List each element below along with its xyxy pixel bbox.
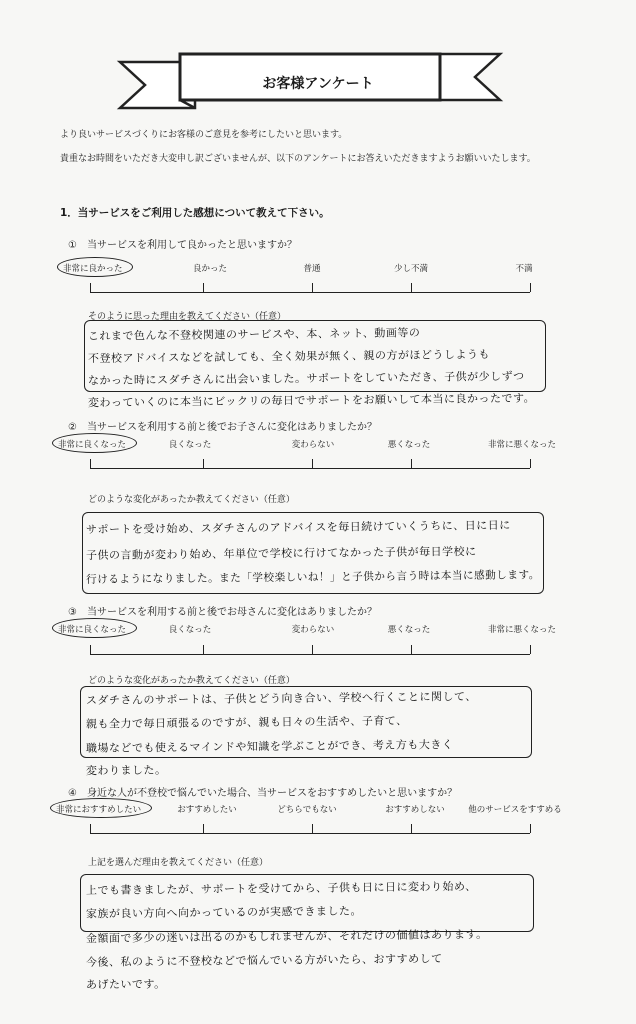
scale-option[interactable]: おすすめしたい [177, 805, 237, 815]
scale-tick [312, 824, 313, 833]
handwritten-answer-line: 上でも書きましたが、サポートを受けてから、子供も日に日に変わり始め、 [85, 879, 477, 898]
scale-option[interactable]: 非常に良くなった [58, 440, 127, 450]
scale-line [90, 468, 530, 469]
selected-option-circle [52, 433, 137, 453]
reason-label: 上記を選んだ理由を教えてください（任意） [88, 858, 269, 868]
scale-tick [411, 824, 412, 833]
scale-tick [90, 645, 91, 654]
selected-option-circle [52, 618, 137, 638]
scale-option[interactable]: 普通 [303, 264, 321, 274]
selected-option-circle [57, 257, 133, 277]
handwritten-answer-line: 家族が良い方向へ向かっているのが実感できました。 [85, 904, 363, 921]
scale-tick [411, 459, 412, 468]
scale-option[interactable]: 不満 [515, 264, 533, 274]
scale-tick [530, 283, 531, 292]
scale-option[interactable]: 非常に悪くなった [487, 440, 557, 450]
question-title: ③ 当サービスを利用する前と後でお母さんに変化はありましたか？ [68, 607, 377, 618]
scale-tick [411, 283, 412, 292]
handwritten-answer-line: 変わりました。 [85, 763, 167, 778]
page-title: お客様アンケート [262, 76, 374, 92]
scale-tick [312, 645, 313, 654]
intro-line-1: より良いサービスづくりにお客様のご意見を参考にしたいと思います。 [60, 130, 348, 140]
handwritten-answer-line: 金額面で多少の迷いは出るのかもしれませんが、それだけの価値はあります。 [85, 927, 488, 946]
scale-tick [530, 645, 531, 654]
handwritten-answer-line: 変わっていくのに本当にビックリの毎日でサポートをお願いして本当に良かったです。 [87, 391, 536, 410]
scale-tick [203, 824, 204, 833]
question-title: ② 当サービスを利用する前と後でお子さんに変化はありましたか？ [68, 422, 377, 433]
scale-option[interactable]: 悪くなった [387, 440, 431, 450]
scale-tick [203, 459, 204, 468]
scale-option[interactable]: 良かった [192, 264, 228, 274]
handwritten-answer-line: あげたいです。 [85, 977, 166, 992]
scale-option[interactable]: どちらでもない [277, 805, 337, 815]
scale-option[interactable]: 変わらない [291, 625, 335, 635]
handwritten-answer-line: 行けるようになりました。また「学校楽しいね！」と子供から言う時は本当に感動します。 [86, 568, 540, 586]
scale-option[interactable]: 非常におすすめしたい [56, 805, 142, 815]
selected-option-circle [50, 798, 152, 818]
intro-line-2: 貴重なお時間をいただき大変申し訳ございませんが、以下のアンケートにお答えいただきますようお願いいたします。 [60, 154, 536, 164]
scale-tick [203, 645, 204, 654]
handwritten-answer-line: スダチさんのサポートは、子供とどう向き合い、学校へ行くことに関して、 [85, 689, 477, 708]
scale-option[interactable]: 他のサービスをすすめる [468, 805, 562, 815]
section-heading: 1．当サービスをご利用した感想について教えて下さい。 [60, 207, 330, 219]
scale-option[interactable]: 非常に良くなった [58, 625, 127, 635]
scale-line [90, 833, 530, 834]
reason-label: どのような変化があったか教えてください（任意） [88, 676, 295, 686]
scale-tick [90, 459, 91, 468]
handwritten-answer-line: 子供の言動が変わり始め、年単位で学校に行けてなかった子供が毎日学校に [85, 544, 477, 563]
scale-option[interactable]: 非常に悪くなった [487, 625, 557, 635]
scale-tick [90, 824, 91, 833]
scale-tick [90, 283, 91, 292]
scale-option[interactable]: 良くなった [168, 440, 212, 450]
scale-tick [530, 824, 531, 833]
scale-option[interactable]: 良くなった [168, 625, 212, 635]
scale-line [90, 654, 530, 655]
scale-tick [530, 459, 531, 468]
handwritten-answer-line: 親も全力で毎日頑張るのですが、親も日々の生活や、子育て、 [85, 714, 408, 731]
handwritten-answer-line: 職場などでも使えるマインドや知識を学ぶことができ、考え方も大きく [85, 738, 454, 755]
scale-line [90, 292, 530, 293]
scale-tick [411, 645, 412, 654]
scale-tick [312, 283, 313, 292]
scale-option[interactable]: 変わらない [291, 440, 335, 450]
handwritten-answer-line: なかった時にスダチさんに出会いました。サポートをしていただき、子供が少しずつ [87, 369, 525, 388]
scale-option[interactable]: おすすめしない [385, 805, 445, 815]
scale-option[interactable]: 非常に良かった [63, 264, 123, 274]
scale-tick [312, 459, 313, 468]
handwritten-answer-line: 今後、私のように不登校などで悩んでいる方がいたら、おすすめして [85, 952, 443, 969]
question-title: ④ 身近な人が不登校で悩んでいた場合、当サービスをおすすめしたいと思いますか？ [68, 788, 458, 799]
handwritten-answer-line: サポートを受け始め、スダチさんのアドバイスを毎日続けていくうちに、日に日に [85, 518, 511, 537]
handwritten-answer-line: これまで色んな不登校関連のサービスや、本、ネット、動画等の [87, 326, 421, 343]
scale-option[interactable]: 悪くなった [387, 625, 431, 635]
scale-tick [203, 283, 204, 292]
handwritten-answer-line: 不登校アドバイスなどを試しても、全く効果が無く、親の方がほどうしようも [87, 347, 491, 366]
scale-option[interactable]: 少し不満 [393, 264, 429, 274]
reason-label: どのような変化があったか教えてください（任意） [88, 495, 295, 505]
question-title: ① 当サービスを利用して良かったと思いますか？ [68, 240, 297, 251]
reason-label: そのように思った理由を教えてください（任意） [88, 312, 287, 322]
